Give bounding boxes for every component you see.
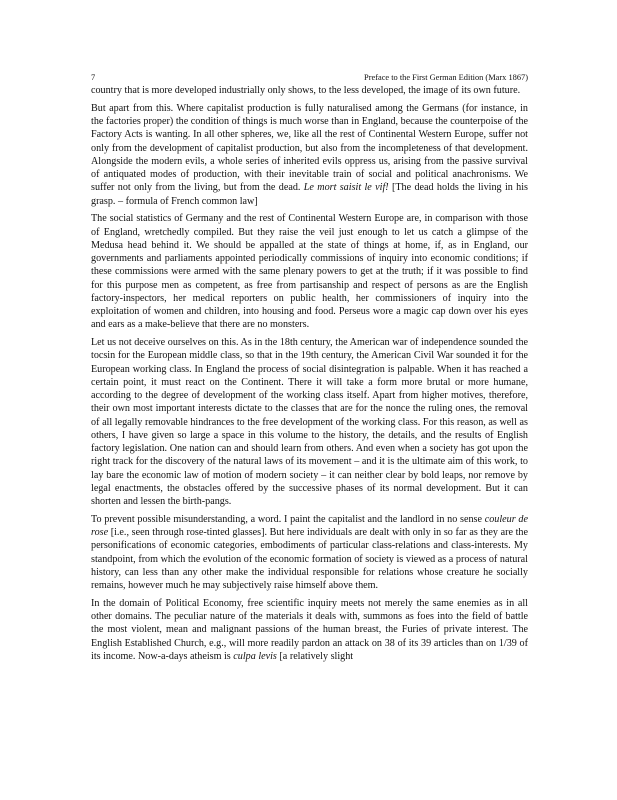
paragraph-text: Let us not deceive ourselves on this. As in the 18th century, the American war of independence sounded the tocsin for the European middle class, so that in the 19th century, the American Civil War sounded it for the European working class. In England the process of social disintegration is palpable. When it has reached a certain point, it must react on the Continent. There it will take a form more brutal or more humane, according to the degree of development of the working class itself. Apart from higher motives, therefore, their own most important interests dictate to the classes that are for the nonce the ruling ones, the removal of all legally removable hindrances to the free development of the working class. For this reason, as well as others, I have given so large a space in this volume to the history, the details, and the results of English factory legislation. One nation can and should learn from others. And even when a society has got upon the right track for the discovery of the natural laws of its movement – and it is the ultimate aim of this work, to lay bare the economic law of motion of modern society – it can neither clear by bold leaps, nor remove by legal enactments, the obstacles offered by the successive phases of its normal development. But it can shorten and lessen the birth-pangs. xyxy=(91,337,528,507)
paragraph-text: [The dead holds the living in his grasp. – formula of French common law] xyxy=(91,182,528,207)
paragraph-text: The social statistics of Germany and the rest of Continental Western Europe are, in comparison with those of England, wretchedly compiled. But they raise the veil just enough to let us catch a glimpse of the Medusa head behind it. We should be appalled at the state of things at home, if, as in England, our governments and parliaments appointed periodically commissions of inquiry into economic conditions; if these commissions were armed with the same plenary powers to get at the truth; if it was possible to find for this purpose men as competent, as free from partisanship and respect of persons as are the English factory-inspectors, her medical reporters on public health, her commissioners of inquiry into the exploitation of women and children, into housing and food. Perseus wore a magic cap down over his eyes and ears as a make-believe that there are no monsters. xyxy=(91,213,528,331)
paragraph xyxy=(91,84,528,97)
paragraph-text: But apart from this. Where capitalist production is fully naturalised among the Germans (for instance, in the factories proper) the condition of things is much worse than in England, because the counterpoise of the Factory Acts is wanting. In all other spheres, we, like all the rest of Continental Western Europe, suffer not only from the development of capitalist production, but also from the incompleteness of that development. Alongside the modern evils, a whole series of inherited evils oppress us, arising from the passive survival of antiquated modes of production, with their inevitable train of social and political anachronisms. We suffer not only from the living, but from the dead. xyxy=(91,102,528,194)
paragraph xyxy=(91,513,528,593)
page-number: 7 xyxy=(91,73,96,82)
paragraph-text: [a relatively slight xyxy=(276,650,354,662)
running-header xyxy=(91,72,528,84)
paragraph xyxy=(91,336,528,508)
paragraph-text: In the domain of Political Economy, free scientific inquiry meets not merely the same enemies as in all other domains. The peculiar nature of the materials it deals with, summons as foes into the field of battle the most violent, mean and malignant passions of the human breast, the Furies of private interest. The English Established Church, e.g., will more readily pardon an attack on 38 of its 39 articles than on 1/39 of its income. Now-a-days atheism is xyxy=(91,597,528,662)
document-page xyxy=(91,72,528,668)
paragraph-text: To prevent possible misunderstanding, a word. I paint the capitalist and the landlord in no sense xyxy=(91,513,485,525)
paragraph xyxy=(91,102,528,208)
foreign-phrase: couleur de rose xyxy=(91,513,528,538)
paragraph xyxy=(91,597,528,663)
paragraph xyxy=(91,212,528,331)
latin-phrase: Le mort saisit le vif! xyxy=(303,182,389,194)
paragraph-text: [i.e., seen through rose-tinted glasses]. But here individuals are dealt with only in so far as they are the personifications of economic categories, embodiments of particular class-relations and class-interests. My standpoint, from which the evolution of the economic formation of society is viewed as a process of natural history, can less than any other make the individual responsible for relations whose creature he socially remains, however much he may subjectively raise himself above them. xyxy=(91,527,528,591)
latin-phrase: culpa levis xyxy=(233,650,277,662)
running-title: Preface to the First German Edition (Marx 1867) xyxy=(364,73,528,82)
paragraph-text: country that is more developed industrially only shows, to the less developed, the image of its own future. xyxy=(91,85,521,96)
